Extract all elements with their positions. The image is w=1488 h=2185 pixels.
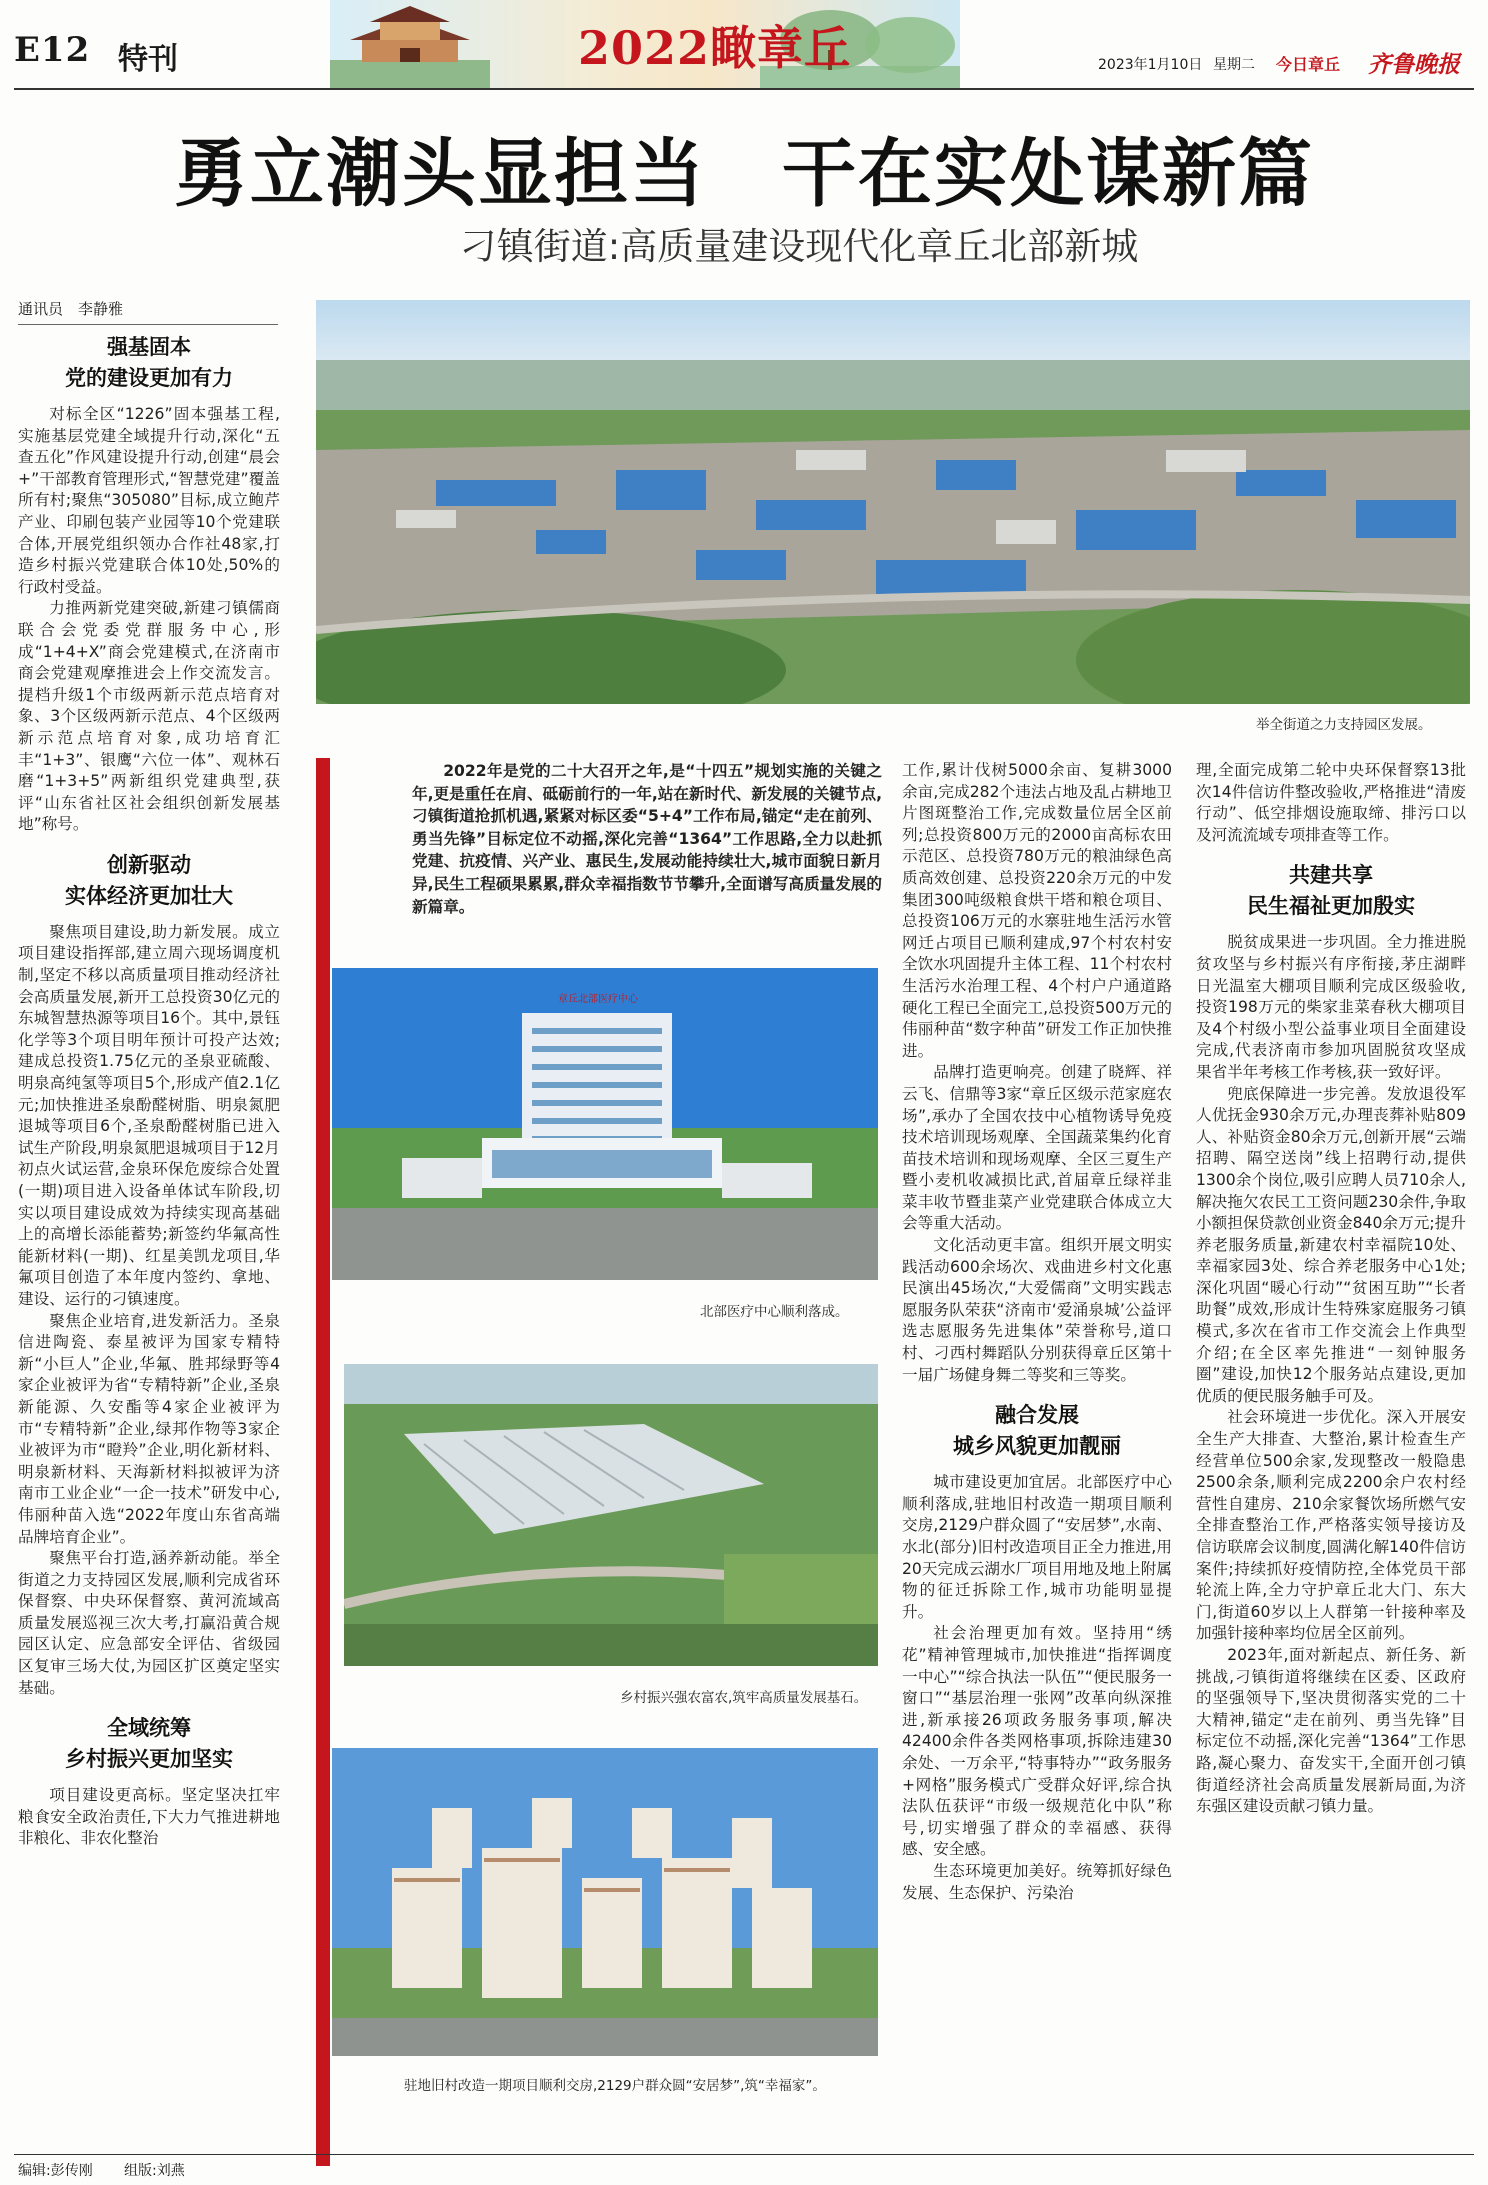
- footer-editor: 编辑:彭传刚: [18, 2163, 93, 2179]
- lead-paragraph: [412, 760, 882, 918]
- section-heading-party-line1: 强基固本: [107, 335, 191, 359]
- column-1: [18, 328, 280, 1850]
- paragraph: 兜底保障进一步完善。发放退役军人优抚金930余万元,办理丧葬补贴809人、补贴资金80余万元,创新开展“云端招聘、隔空送岗”线上招聘行动,提供1300余个岗位,吸引应聘人员710余人,解决拖欠农民工工资问题230余件,争取小额担保贷款创业资金840余万元;提升养老服务质量,新建农村幸福院10处、幸福家园3处、综合养老服务中心1处;深化巩固“暖心行动”“贫困互助”“长者助餐”成效,形成计生特殊家庭服务刁镇模式,多次在省市工作交流会上作典型介绍;在全区率先推进“一刻钟服务圈”建设,加快12个服务站点建设,更加优质的便民服务触手可及。: [1196, 1084, 1466, 1405]
- section-heading-livelihood-line2: 民生福祉更加殷实: [1247, 894, 1415, 919]
- section-heading-party: [18, 332, 280, 394]
- paragraph: 社会治理更加有效。坚持用“绣花”精神管理城市,加快推进“指挥调度一中心”“综合执法一队伍”“便民服务一窗口”“基层治理一张网”改革向纵深推进,新承接26项政务服务事项,解决42400余件各类网格事项,拆除违建30余处、一万余平,“特事特办”“政务服务+网格”服务模式广受群众好评,综合执法队伍获评“市级一级规范化中队”称号,切实增强了群众的幸福感、获得感、安全感。: [902, 1624, 1172, 1859]
- footer-layout: 组版:刘燕: [124, 2163, 185, 2179]
- column-4: [1196, 760, 1466, 1818]
- section-heading-urban-line1: 融合发展: [995, 1403, 1079, 1428]
- section-heading-party-line2: 党的建设更加有力: [65, 366, 233, 390]
- section-heading-livelihood: [1196, 860, 1466, 922]
- section-heading-economy-line1: 创新驱动: [107, 852, 191, 877]
- section-heading-rural-line1: 全域统筹: [107, 1716, 191, 1741]
- industrial-park-aerial-photo: [316, 300, 1470, 704]
- byline-rule: [18, 324, 278, 325]
- photo-caption-hospital: 北部医疗中心顺利落成。: [700, 1304, 849, 1320]
- issue-date: 2023年1月10日: [1098, 57, 1203, 73]
- header-rule: [14, 88, 1474, 90]
- headline-subtitle: 刁镇街道:高质量建设现代化章丘北部新城: [459, 225, 1139, 268]
- paragraph: 城市建设更加宜居。北部医疗中心顺利落成,驻地旧村改造一期项目顺利交房,2129户群众圆了“安居梦”,水南、水北(部分)旧村改造项目正全力推进,用20天完成云湖水厂项目用地及地上附属物的征迁拆除工作,城市功能明显提升。: [902, 1473, 1172, 1621]
- paragraph: 项目建设更高标。坚定坚决扛牢粮食安全政治责任,下大力气推进耕地非粮化、非农化整治: [18, 1786, 280, 1848]
- column-3: [902, 760, 1172, 1904]
- page-number: E12: [14, 30, 91, 70]
- issue-weekday: 星期二: [1213, 57, 1255, 73]
- hospital-photo: [332, 968, 878, 1280]
- section-heading-livelihood-line1: 共建共享: [1289, 863, 1373, 888]
- paragraph: 生态环境更加美好。统筹抓好绿色发展、生态保护、污染治: [902, 1861, 1172, 1902]
- paragraph: 聚焦平台打造,涵养新动能。举全街道之力支持园区发展,顺利完成省环保督察、中央环保督察、黄河流域高质量发展巡视三次大考,打赢沿黄合规园区认定、应急部安全评估、省级园区复审三场大仗,为园区扩区奠定坚实基础。: [18, 1549, 280, 1697]
- section-heading-urban-line2: 城乡风貌更加靓丽: [953, 1434, 1121, 1459]
- paper-logo: 齐鲁晚报: [1368, 51, 1460, 78]
- paragraph: 理,全面完成第二轮中央环保督察13批次14件信访件整改验收,严格推进“清废行动”、低空排烟设施取缔、排污口以及河流流域专项排查等工作。: [1196, 761, 1466, 844]
- banner-title: 2022瞰章丘: [578, 21, 852, 75]
- photo-caption-residential: 驻地旧村改造一期项目顺利交房,2129户群众圆“安居梦”,筑“幸福家”。: [404, 2078, 826, 2094]
- section-heading-economy: [18, 850, 280, 912]
- accent-red-bar: [316, 758, 330, 2166]
- section-heading-rural-line2: 乡村振兴更加坚实: [65, 1747, 233, 1772]
- column-name: 今日章丘: [1276, 55, 1341, 74]
- paragraph: 社会环境进一步优化。深入开展安全生产大排查、大整治,累计检查生产经营单位500余家,发现整改一般隐患2500余条,顺利完成2200余户农村经营性自建房、210余家餐饮场所燃气安全排查整治工作,严格落实领导接访及信访联席会议制度,圆满化解140件信访案件;持续抓好疫情防控,全体党员干部轮流上阵,全力守护章丘北大门、东大门,街道60岁以上人群第一针接种率及加强针接种率均位居全区前列。: [1196, 1408, 1466, 1643]
- hospital-sign: 章丘北部医疗中心: [558, 994, 638, 1005]
- paragraph: 对标全区“1226”固本强基工程,实施基层党建全域提升行动,深化“五查五化”作风建设提升行动,创建“晨会+”干部教育管理形式,“智慧党建”覆盖所有村;聚焦“305080”目标,成立鲍芹产业、印刷包装产业园等10个党建联合体,开展党组织领办合作社48家,打造乡村振兴党建联合体10处,50%的行政村受益。: [18, 405, 280, 596]
- residential-photo: [332, 1748, 878, 2056]
- section-heading-economy-line2: 实体经济更加壮大: [65, 883, 233, 908]
- section-name: 特刊: [118, 42, 178, 77]
- section-heading-rural: [18, 1713, 280, 1775]
- greenhouse-photo: [344, 1364, 878, 1666]
- pavilion-illustration: [330, 0, 490, 88]
- byline: 通讯员 李静雅: [18, 300, 124, 318]
- photo-caption-park: 举全街道之力支持园区发展。: [1256, 717, 1432, 733]
- headline-title: 勇立潮头显担当 干在实处谋新篇: [174, 131, 1314, 217]
- paragraph: 聚焦项目建设,助力新发展。成立项目建设指挥部,建立周六现场调度机制,坚定不移以高质量项目推动经济社会高质量发展,新开工总投资30亿元的东城智慧热源等项目16个。其中,景钰化学等3个项目明年预计可投产达效;建成总投资1.75亿元的圣泉亚硫酸、明泉高纯氢等项目5个,形成产值2.1亿元;加快推进圣泉酚醛树脂、明泉氮肥退城等项目6个,圣泉酚醛树脂已进入试生产阶段,明泉氮肥退城项目于12月初点火试运营,金泉环保危废综合处置(一期)项目进入设备单体试车阶段,切实以项目建设成效为持续实现高基础上的高增长添能蓄势;新签约华氟高性能新材料(一期)、红星美凯龙项目,华氟项目创造了本年度内签约、拿地、建设、运行的刁镇速度。: [18, 922, 280, 1308]
- paragraph: 2023年,面对新起点、新任务、新挑战,刁镇街道将继续在区委、区政府的坚强领导下,坚决贯彻落实党的二十大精神,锚定“走在前列、勇当先锋”目标定位不动摇,深化完善“1364”工作思路,凝心聚力、奋发实干,全面开创刁镇街道经济社会高质量发展新局面,为济东强区建设贡献刁镇力量。: [1196, 1645, 1466, 1816]
- banner: [330, 0, 960, 88]
- photo-caption-greenhouse: 乡村振兴强农富农,筑牢高质量发展基石。: [620, 1690, 868, 1706]
- paragraph: 聚焦企业培育,进发新活力。圣泉信进陶瓷、泰星被评为国家专精特新“小巨人”企业,华氟、胜邦绿野等4家企业被评为省“专精特新”企业,圣泉新能源、久安酯等4家企业被评为市“专精特新”企业,绿邦作物等3家企业被评为市“瞪羚”企业,明化新材料、明泉新材料、天海新材料拟被评为济南市工业企业“一企一技术”研发中心,伟丽种苗入选“2022年度山东省高端品牌培育企业”。: [18, 1311, 280, 1546]
- paragraph: 力推两新党建突破,新建刁镇儒商联合会党委党群服务中心,形成“1+4+X”商会党建模式,在济南市商会党建观摩推进会上作交流发言。提档升级1个市级两新示范点培育对象、3个区级两新示范点、4个区级两新示范点培育对象,成功培育汇丰“1+3”、银鹰“六位一体”、观林石磨“1+3+5”两新组织党建典型,获评“山东省社区社会组织创新发展基地”称号。: [18, 599, 280, 834]
- paragraph: 文化活动更丰富。组织开展文明实践活动600余场次、戏曲进乡村文化惠民演出45场次,“大爱儒商”文明实践志愿服务队荣获“济南市‘爱涌泉城’公益评选志愿服务先进集体”荣誉称号,道口村、刁西村舞蹈队分别获得章丘区第十一届广场健身舞二等奖和三等奖。: [902, 1236, 1172, 1384]
- lead-text: 2022年是党的二十大召开之年,是“十四五”规划实施的关键之年,更是重任在肩、砥砺前行的一年,站在新时代、新发展的关键节点,刁镇街道抢抓机遇,紧紧对标区委“5+4”工作布局,锚定“走在前列、勇当先锋”目标定位不动摇,深化完善“1364”工作思路,全力以赴抓党建、抗疫情、兴产业、惠民生,发展动能持续壮大,城市面貌日新月异,民生工程硕果累累,群众幸福指数节节攀升,全面谱写高质量发展的新篇章。: [412, 762, 882, 916]
- section-heading-urban: [902, 1400, 1172, 1462]
- paragraph: 工作,累计伐树5000余亩、复耕3000余亩,完成282个违法占地及乱占耕地卫片图斑整治工作,完成数量位居全区前列;总投资800万元的2000亩高标农田示范区、总投资780万元的粮油绿色高质高效创建、总投资220余万元的中发集团300吨级粮食烘干塔和粮仓项目、总投资106万元的水寨驻地生活污水管网迁占项目已顺利建成,97个村农村安全饮水巩固提升主体工程、11个村农村生活污水治理工程、4个村户户通道路硬化工程已全面完工,总投资500万元的伟丽种苗“数字种苗”研发工作正加快推进。: [902, 761, 1172, 1060]
- footer-rule: [14, 2154, 1474, 2155]
- paragraph: 品牌打造更响亮。创建了晓辉、祥云飞、信鼎等3家“章丘区级示范家庭农场”,承办了全国农技中心植物诱导免疫技术培训现场观摩、全国蔬菜集约化育苗技术培训和现场观摩、全区三夏生产暨小麦机收减损比武,首届章丘绿祥韭菜丰收节暨韭菜产业党建联合体成立大会等重大活动。: [902, 1063, 1172, 1233]
- paragraph: 脱贫成果进一步巩固。全力推进脱贫攻坚与乡村振兴有序衔接,茅庄湖畔日光温室大棚项目顺利完成区级验收,投资198万元的柴家韭菜春秋大棚项目及4个村级小型公益事业项目全面建设完成,代表济南市参加巩固脱贫攻坚成果省半年考核工作考核,获一致好评。: [1196, 933, 1466, 1081]
